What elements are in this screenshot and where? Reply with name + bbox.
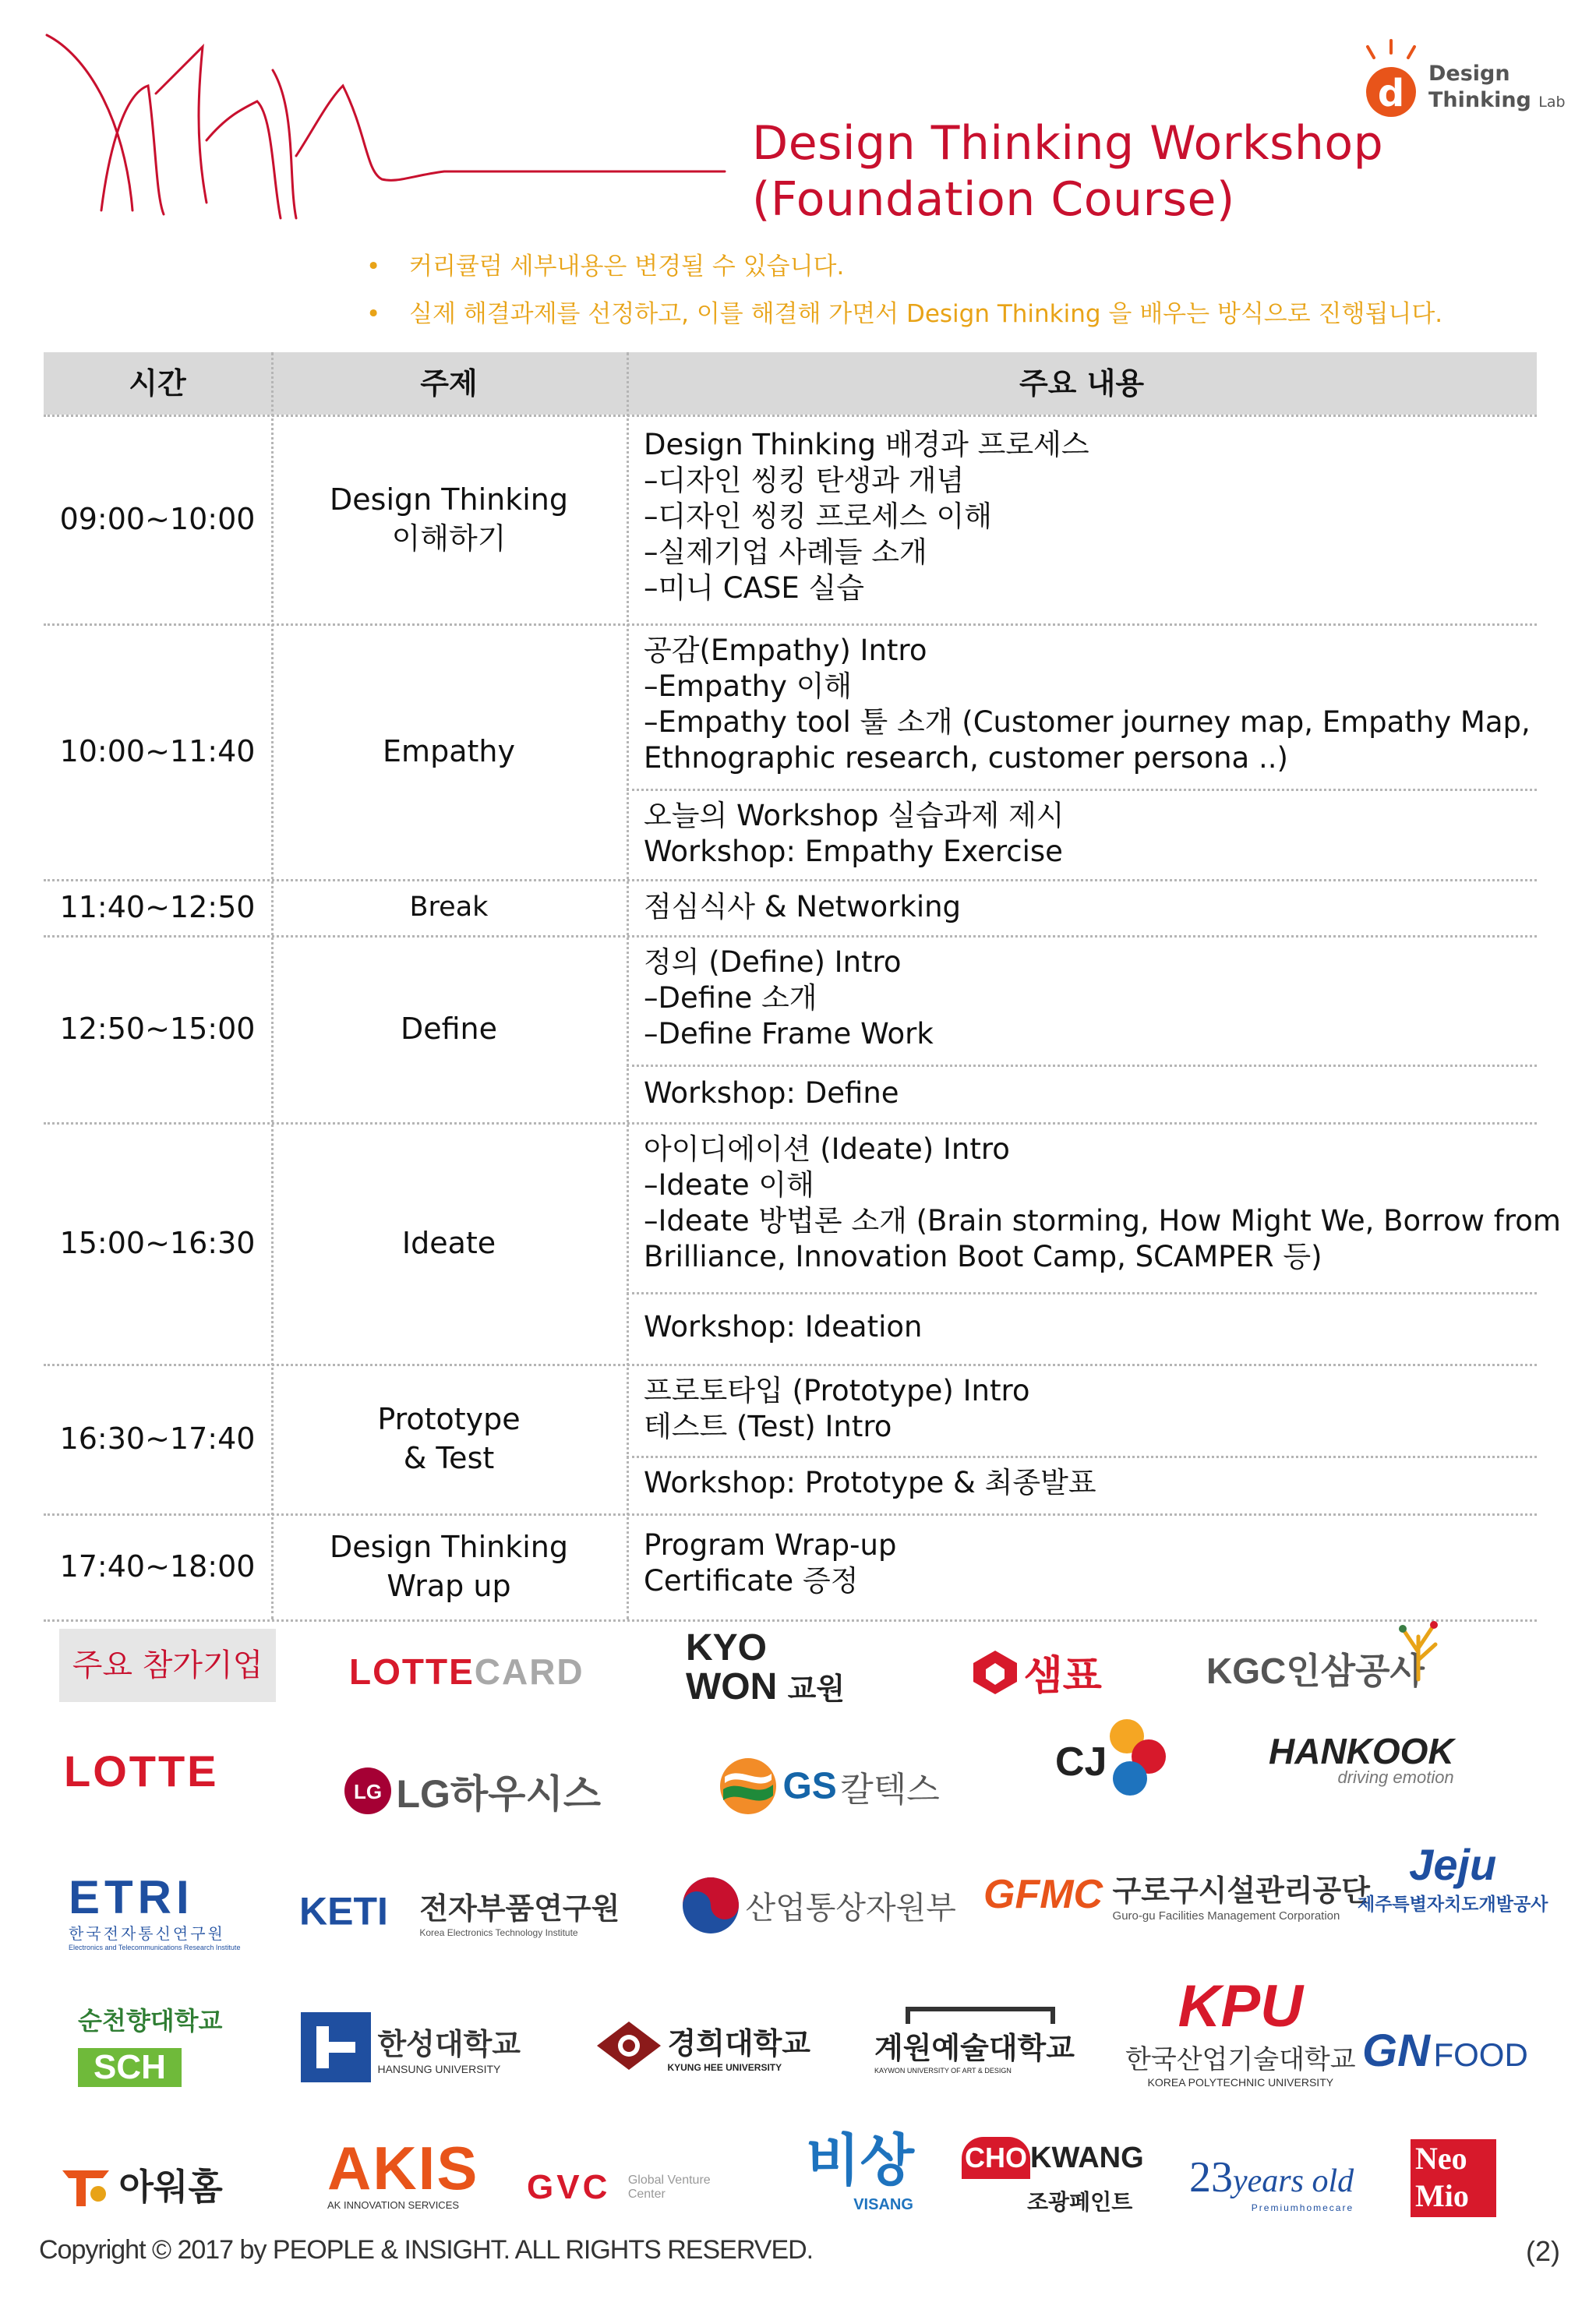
signature-scribble — [39, 23, 740, 226]
content-line: –Define 소개 — [644, 981, 817, 1015]
lab-logo-text — [1428, 61, 1566, 115]
lotte-logo: LOTTE — [64, 1746, 219, 1796]
kgc-ginseng-icon — [1395, 1621, 1442, 1683]
gs-caltex-logo: GS 칼텍스 — [717, 1755, 940, 1817]
content-line: –실제기업 사례들 소개 — [644, 535, 927, 569]
lg-icon — [343, 1766, 393, 1816]
svg-text:CJ: CJ — [1055, 1739, 1107, 1785]
table-row-time: 16:30~17:40 — [59, 1421, 256, 1456]
header-topic: 주제 — [420, 366, 478, 401]
table-row-content — [644, 945, 1532, 1052]
lg-hausys-logo: LG LG하우시스 — [343, 1763, 601, 1819]
content-line: 정의 (Define) Intro — [644, 945, 902, 979]
content-line: 프로토타입 (Prototype) Intro — [644, 1374, 1030, 1407]
row-divider — [44, 1619, 1537, 1622]
topic-line: Prototype — [377, 1402, 521, 1436]
page-title — [752, 115, 1383, 228]
23-years-old-logo: 23years old Premiumhomecare — [1189, 2153, 1354, 2213]
table-row-content — [644, 1132, 1561, 1275]
content-line: –디자인 씽킹 탄생과 개념 — [644, 464, 965, 497]
table-row-topic — [271, 1513, 627, 1619]
table-row-content — [644, 1309, 1532, 1345]
subrow-divider — [627, 1456, 1537, 1458]
keti-logo: KETI 전자부품연구원 Korea Electronics Technology Institute — [299, 1889, 620, 1938]
table-row-content — [644, 1075, 1532, 1111]
table-row-content — [644, 633, 1532, 776]
table-row-topic: Empathy — [383, 734, 515, 768]
subrow-divider — [627, 789, 1537, 791]
cj-logo — [1055, 1714, 1172, 1804]
content-line: 공감(Empathy) Intro — [644, 634, 927, 667]
content-line: 테스트 (Test) Intro — [644, 1410, 892, 1443]
sempio-logo: 샘표 — [970, 1643, 1102, 1701]
table-row-content — [644, 798, 1532, 870]
content-line: –Define Frame Work — [644, 1017, 934, 1051]
design-thinking-lab-logo — [1360, 37, 1566, 123]
kyowon-logo: KYO WON 교원 — [686, 1627, 846, 1707]
kpu-logo: KPU 한국산업기술대학교 KOREA POLYTECHNIC UNIVERSITY — [1125, 1973, 1356, 2089]
khu-logo: 경희대학교 KYUNG HEE UNIVERSITY — [594, 2018, 810, 2073]
copyright-text: Copyright © 2017 by PEOPLE & INSIGHT. ALL RIGHTS RESERVED. — [39, 2235, 814, 2265]
table-row-time: 10:00~11:40 — [59, 734, 256, 768]
subrow-divider — [627, 1065, 1537, 1067]
lab-logo-letter: d — [1377, 72, 1405, 115]
content-line: 점심식사 & Networking — [644, 890, 962, 923]
content-line: Certificate 증정 — [644, 1564, 859, 1598]
content-line: Workshop: Prototype & 최종발표 — [644, 1466, 1096, 1499]
table-row-content — [644, 889, 1532, 925]
kaywon-logo: 계원예술대학교 KAYWON UNIVERSITY OF ART & DESIGN — [874, 2007, 1075, 2075]
table-row-time: 17:40~18:00 — [59, 1549, 256, 1584]
topic-line: 이해하기 — [391, 521, 507, 556]
header-content: 주요 내용 — [1019, 366, 1145, 401]
lab-logo-icon — [1360, 37, 1430, 123]
table-row-content — [644, 1527, 1532, 1599]
hankook-logo: HANKOOK driving emotion — [1269, 1731, 1454, 1787]
gvc-logo: GVC Global Venture Center — [527, 2168, 711, 2206]
taegeuk-icon — [680, 1874, 742, 1937]
sch-logo: 순천향대학교 SCH — [78, 2007, 223, 2086]
khu-emblem-icon — [594, 2018, 664, 2073]
gn-food-logo: GN FOOD — [1362, 2025, 1528, 2076]
hansung-icon — [301, 2012, 371, 2082]
topic-line: Design Thinking — [330, 1530, 568, 1564]
column-divider — [627, 352, 629, 1619]
note-item: • 커리큘럼 세부내용은 변경될 수 있습니다. — [366, 248, 1442, 295]
table-row-content — [644, 1465, 1532, 1501]
table-row-topic — [271, 415, 627, 623]
content-line: Program Wrap-up — [644, 1528, 897, 1562]
jeju-dev-logo: Jeju 제주특별자치도개발공사 — [1358, 1840, 1548, 1914]
content-line: –Empathy 이해 — [644, 669, 853, 703]
motie-logo: 산업통상자원부 — [680, 1874, 956, 1937]
etri-logo: ETRI 한국전자통신연구원 Electronics and Telecommunications Research Institute — [69, 1871, 241, 1951]
table-row-content — [644, 1373, 1532, 1445]
table-row-time: 15:00~16:30 — [59, 1226, 256, 1260]
content-line: Brilliance, Innovation Boot Camp, SCAMPER 등) — [644, 1240, 1322, 1273]
page-number: (2) — [1526, 2235, 1560, 2267]
table-row-time: 11:40~12:50 — [59, 890, 256, 924]
content-line: Workshop: Define — [644, 1076, 899, 1110]
title-line-2: (Foundation Course) — [752, 172, 1235, 227]
header-time: 시간 — [129, 366, 186, 401]
table-row-topic: Define — [400, 1012, 498, 1046]
table-row-topic — [271, 1364, 627, 1513]
participants-label: 주요 참가기업 — [59, 1629, 276, 1702]
content-line: Workshop: Empathy Exercise — [644, 835, 1063, 868]
lab-word-design: Design — [1428, 62, 1510, 86]
hansung-logo: 한성대학교 HANSUNG UNIVERSITY — [301, 2012, 521, 2082]
content-line: –Ideate 이해 — [644, 1168, 814, 1202]
title-line-1: Design Thinking Workshop — [752, 116, 1384, 171]
guro-logo: GFMC 구로구시설관리공단 Guro-gu Facilities Management Corporation — [983, 1872, 1370, 1923]
content-line: Ethnographic research, customer persona ..) — [644, 741, 1288, 775]
table-row-content — [644, 427, 1532, 606]
kgc-logo: KGC인삼공사 — [1206, 1643, 1425, 1694]
content-line: Workshop: Ideation — [644, 1310, 923, 1344]
table-row-topic: Break — [409, 892, 489, 923]
content-line: –Empathy tool 툴 소개 (Customer journey map, Empathy Map, — [644, 705, 1531, 739]
table-row-topic: Ideate — [401, 1226, 496, 1260]
table-row-time: 12:50~15:00 — [59, 1012, 256, 1046]
visang-logo: 비상 VISANG — [806, 2130, 915, 2213]
neomio-logo: Neo Mio — [1411, 2139, 1496, 2217]
ourhome-logo: 아워홈 — [56, 2155, 223, 2214]
notes-list — [366, 248, 1442, 343]
content-line: –Ideate 방법론 소개 (Brain storming, How Might We, Borrow from — [644, 1204, 1561, 1238]
sempio-icon — [970, 1647, 1020, 1697]
ourhome-icon — [56, 2155, 115, 2214]
topic-line: & Test — [403, 1441, 495, 1475]
lottecard-logo: LOTTECARD — [349, 1651, 584, 1692]
content-line: –미니 CASE 실습 — [644, 571, 865, 605]
akis-logo: AKIS AK INNOVATION SERVICES — [327, 2134, 479, 2211]
note-item: • 실제 해결과제를 선정하고, 이를 해결해 가면서 Design Thinking 을 배우는 방식으로 진행됩니다. — [366, 295, 1442, 343]
topic-line: Design Thinking — [330, 482, 568, 517]
gs-icon — [717, 1755, 779, 1817]
table-row-time: 09:00~10:00 — [59, 502, 256, 536]
cj-icon — [1055, 1714, 1172, 1800]
content-line: –디자인 씽킹 프로세스 이해 — [644, 500, 992, 533]
content-line: Design Thinking 배경과 프로세스 — [644, 428, 1089, 461]
content-line: 오늘의 Workshop 실습과제 제시 — [644, 799, 1065, 832]
content-line: 아이디에이션 (Ideate) Intro — [644, 1132, 1010, 1166]
chokwang-logo: CHO KWANG 조광페인트 — [962, 2137, 1144, 2216]
svg-text:LG: LG — [353, 1780, 383, 1803]
topic-line: Wrap up — [387, 1569, 511, 1603]
lab-word-lab: Lab — [1538, 94, 1566, 111]
table-header — [44, 352, 1537, 415]
subrow-divider — [627, 1292, 1537, 1294]
lab-word-thinking: Thinking — [1428, 88, 1531, 112]
